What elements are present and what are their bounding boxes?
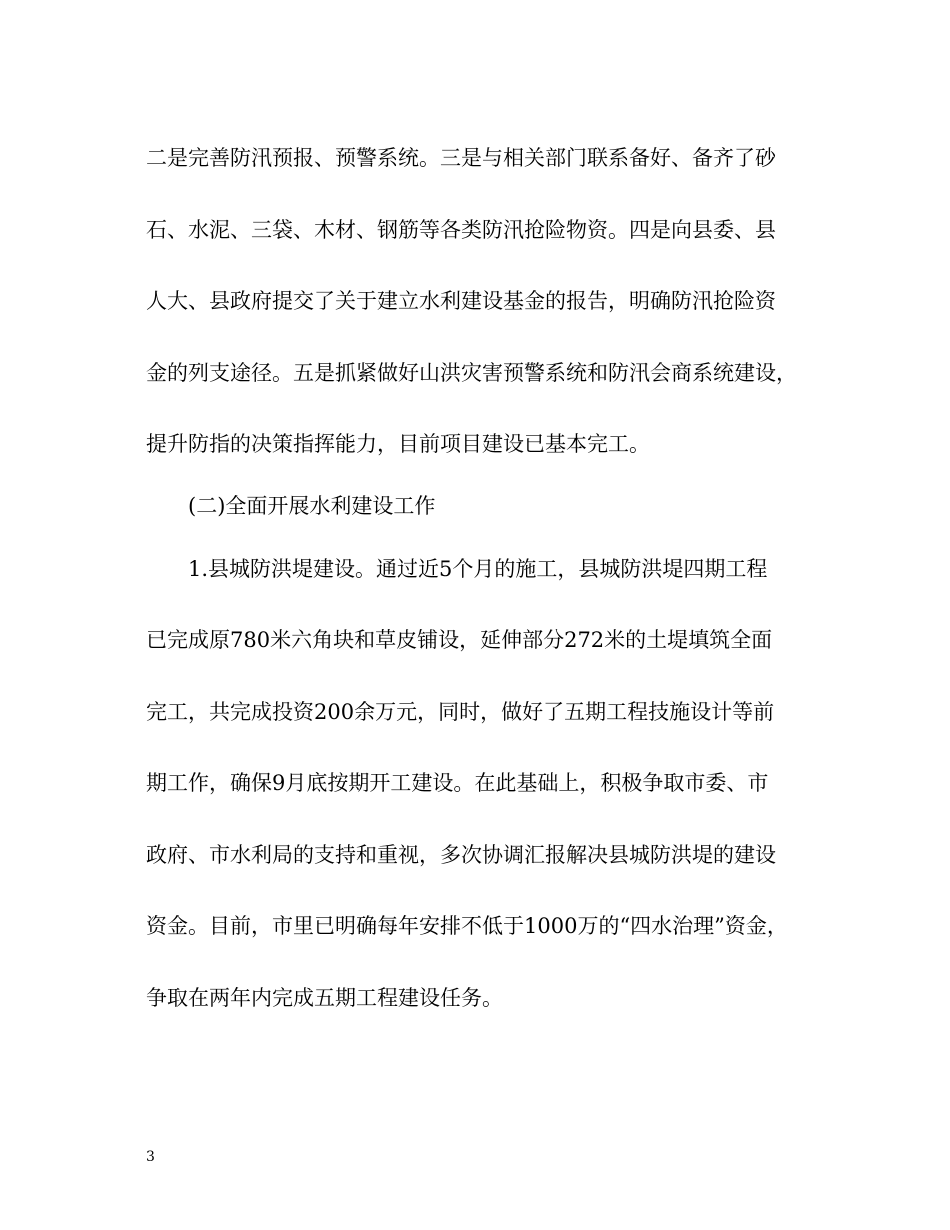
body-text-line: 石、水泥、三袋、木材、钢筋等各类防汛抢险物资。四是向县委、县 — [146, 218, 776, 242]
body-text-line: 已完成原780米六角块和草皮铺设，延伸部分272米的土堤填筑全面 — [146, 628, 773, 652]
section-heading: (二)全面开展水利建设工作 — [188, 494, 436, 518]
page-number: 3 — [146, 1149, 155, 1165]
body-text-line: 资金。目前，市里已明确每年安排不低于1000万的“四水治理”资金， — [146, 914, 788, 938]
body-text-line: 二是完善防汛预报、预警系统。三是与相关部门联系备好、备齐了砂 — [146, 146, 776, 170]
body-text-line: 政府、市水利局的支持和重视，多次协调汇报解决县城防洪堤的建设 — [146, 843, 776, 867]
body-text-line: 提升防指的决策指挥能力，目前项目建设已基本完工。 — [146, 432, 650, 456]
body-text-line: 1.县城防洪堤建设。通过近5个月的施工，县城防洪堤四期工程 — [188, 557, 768, 581]
body-text-line: 金的列支途径。五是抓紧做好山洪灾害预警系统和防汛会商系统建设， — [146, 361, 797, 385]
body-text-line: 期工作，确保9月底按期开工建设。在此基础上，积极争取市委、市 — [146, 771, 769, 795]
body-text-line: 争取在两年内完成五期工程建设任务。 — [146, 986, 503, 1010]
body-text-line: 人大、县政府提交了关于建立水利建设基金的报告，明确防汛抢险资 — [146, 289, 776, 313]
body-text-line: 完工，共完成投资200余万元，同时，做好了五期工程技施设计等前 — [146, 700, 775, 724]
